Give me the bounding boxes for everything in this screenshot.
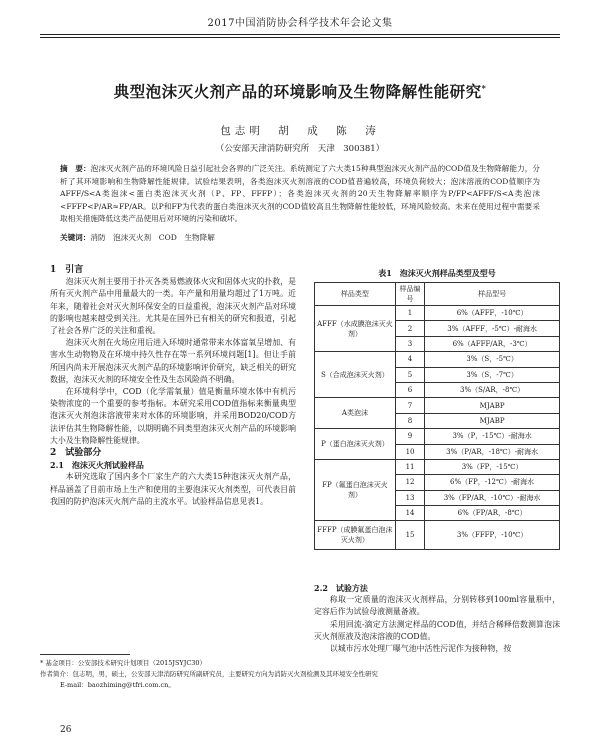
abstract <box>60 163 540 226</box>
table-header: 样品型号 <box>425 283 560 306</box>
footnote-email: E-mail：baozhiming@tfri.com.cn。 <box>60 681 175 689</box>
table-cell: 3%（S/AR，-8℃） <box>425 382 560 397</box>
table-cell: 3%（FFFP，-10℃） <box>425 521 560 550</box>
table-group-type: AFFF（水成膜泡沫灭火剂） <box>315 306 396 352</box>
table-cell: MJABP <box>425 398 560 413</box>
table-cell: 3 <box>395 336 424 351</box>
title-footnote-mark: * <box>481 82 487 93</box>
table-cell: 3%（P/AR，-18℃）-耐海水 <box>425 444 560 459</box>
paragraph: 泡沫灭火剂在火场应用后进入环境时通常带来水体富氧呈增加、有害水生动物物及在环境中持久性存在等一系列环境问题[1]。但让手前所国内尚未开展泡沫灭火剂产品的环境影响评价研究，缺乏相关的研究数据，泡沫灭火剂的环境安全性及生态风险尚不明确。 <box>50 338 296 384</box>
table-group-type: P（蛋白泡沫灭火剂） <box>315 429 396 460</box>
footnote-funding: * 基金项目：公安部技术研究计划项目（2015JSYJC30） <box>40 659 207 667</box>
table-cell: 3%（FP/AR，-10℃）-耐海水 <box>425 490 560 505</box>
table-group-type: A类泡沫 <box>315 398 396 429</box>
right-column <box>314 582 560 655</box>
keywords <box>60 232 540 243</box>
paragraph: 本研究选取了国内多个厂家生产的六大类15种泡沫灭火剂产品，样品涵盖了目前市场上生产和使用的主要泡沫灭火剂类型，可代表目前我国的防护泡沫灭火剂产品的主流水平。试验样品信息见表1。 <box>50 472 296 506</box>
authors: 包志明 胡 成 陈 涛 <box>220 125 380 137</box>
keywords-label: 关键词： <box>60 233 91 242</box>
affiliation: （公安部天津消防研究所 天津 300381） <box>215 144 385 154</box>
table-cell: MJABP <box>425 413 560 428</box>
paragraph: 称取一定质量的泡沫灭火剂样品，分别转移到100ml容量瓶中，定容后作为试验母液测量备液。 <box>314 595 560 617</box>
table-cell: 8 <box>395 413 424 428</box>
subsection-2-1-heading: 2.1 泡沫灭火剂试验样品 <box>50 460 144 471</box>
paragraph: 采用回流-滴定方法测定样品的COD值，并结合稀释倍数测算泡沫灭火剂原液及泡沫溶液的COD值。 <box>314 619 560 641</box>
table-cell: 1 <box>395 306 424 321</box>
table-caption: 表1 泡沫灭火剂样品类型及型号 <box>378 268 496 278</box>
table-cell: 6 <box>395 382 424 397</box>
table-cell: 11 <box>395 459 424 474</box>
running-header: 2017中国消防协会科学技术年会论文集 <box>207 18 393 29</box>
section-2-heading: 2 试验部分 <box>50 448 102 459</box>
left-column <box>50 264 296 508</box>
table-header: 样品类型 <box>315 283 396 306</box>
table-cell: 13 <box>395 490 424 505</box>
abstract-label: 摘 要： <box>60 164 91 173</box>
abstract-text: 泡沫灭火剂产品的环境风险日益引起社会各界的广泛关注。系统测定了六大类15种典型泡沫灭火剂产品的COD值及生物降解能力，分析了其环境影响和生物降解性能规律。试验结果表明，各类泡沫灭火剂溶液的COD值普遍较高，环境负荷较大；泡沫溶液的COD值顺序为AFFF/S<A类泡沫<蛋白类泡沫灭火剂（P、FP、FFFP）；各类泡沫灭火剂的20天生物降解率顺序为P/FP<AFFF/S<A类泡沫<FFFP<P/AR≈FP/AR。以P和FP为代表的蛋白类泡沫灭火剂的COD值较高且生物降解性能较低，环境风险较高。未来在使用过程中需要采取相关措施降低这类产品使用后对环境的污染和破坏。 <box>60 164 541 224</box>
table-cell: 6%（AFFF，-10℃） <box>425 306 560 321</box>
table-cell: 5 <box>395 367 424 382</box>
table-cell: 6%（FP/AR，-8℃） <box>425 506 560 521</box>
table-cell: 9 <box>395 429 424 444</box>
table-cell: 10 <box>395 444 424 459</box>
table-cell: 3%（S，-7℃） <box>425 367 560 382</box>
paper-title: 典型泡沫灭火剂产品的环境影响及生物降解性能研究* <box>113 82 487 101</box>
table-cell: 3%（P，-15℃）-耐海水 <box>425 429 560 444</box>
header-rule <box>40 34 560 35</box>
table-cell: 7 <box>395 398 424 413</box>
table-cell: 14 <box>395 506 424 521</box>
footnote-rule <box>40 654 130 655</box>
header-rule-thin <box>40 37 560 38</box>
table-header: 样品编号 <box>395 283 424 306</box>
section-1-heading: 1 引言 <box>50 265 84 275</box>
table-cell: 15 <box>395 521 424 550</box>
table-group-type: S（合成泡沫灭火剂） <box>315 352 396 398</box>
table-group-type: FFFP（成膜氟蛋白泡沫灭火剂） <box>315 521 396 550</box>
subsection-2-2-heading: 2.2 试验方法 <box>314 583 368 593</box>
table-cell: 3%（FP，-15℃） <box>425 459 560 474</box>
sample-table <box>314 282 560 550</box>
table-cell: 4 <box>395 352 424 367</box>
table-cell: 6%（AFFF/AR，-3℃） <box>425 336 560 351</box>
table-cell: 12 <box>395 475 424 490</box>
table-cell: 3%（AFFF，-5℃）-耐海水 <box>425 321 560 336</box>
table-cell: 6%（FP，-12℃）-耐海水 <box>425 475 560 490</box>
paragraph: 在环境科学中，COD（化学需氧量）值是衡量环境水体中有机污染物浓度的一个重要的参考指标。本研究采用COD值指标来衡量典型泡沫灭火剂泡沫溶液带来对水体的环境影响，并采用BOD20/COD方法评估其生物降解性能，以期明确不同类型泡沫灭火剂产品的环境影响大小及生物降解性能规律。 <box>50 387 296 445</box>
keywords-text: 消防 泡沫灭火剂 COD 生物降解 <box>90 233 215 242</box>
table-cell: 3%（S，-5℃） <box>425 352 560 367</box>
footnote-author: 作者简介：包志明，男，硕士，公安部天津消防研究所副研究员，主要研究方向为消防灭火剂检测及其环境安全性研究 <box>40 670 378 678</box>
paragraph: 以城市污水处理厂曝气池中活性污泥作为接种物，按 <box>329 644 512 654</box>
paragraph: 泡沫灭火剂主要用于扑灭各类易燃液体火灾和固体火灾的扑救，是所有灭火剂产品中用量最大的一类。年产量和用量均超过了1万吨。近年来，随着社会对灭火剂环保安全的日益重视，泡沫灭火剂产品对环境的影响也越来越受到关注。尤其是在国外已有相关的研究和报道，引起了社会各界广泛的关注和重视。 <box>50 277 296 336</box>
table-group-type: FP（氟蛋白泡沫灭火剂） <box>315 459 396 521</box>
page-number: 26 <box>60 725 72 735</box>
table-cell: 2 <box>395 321 424 336</box>
